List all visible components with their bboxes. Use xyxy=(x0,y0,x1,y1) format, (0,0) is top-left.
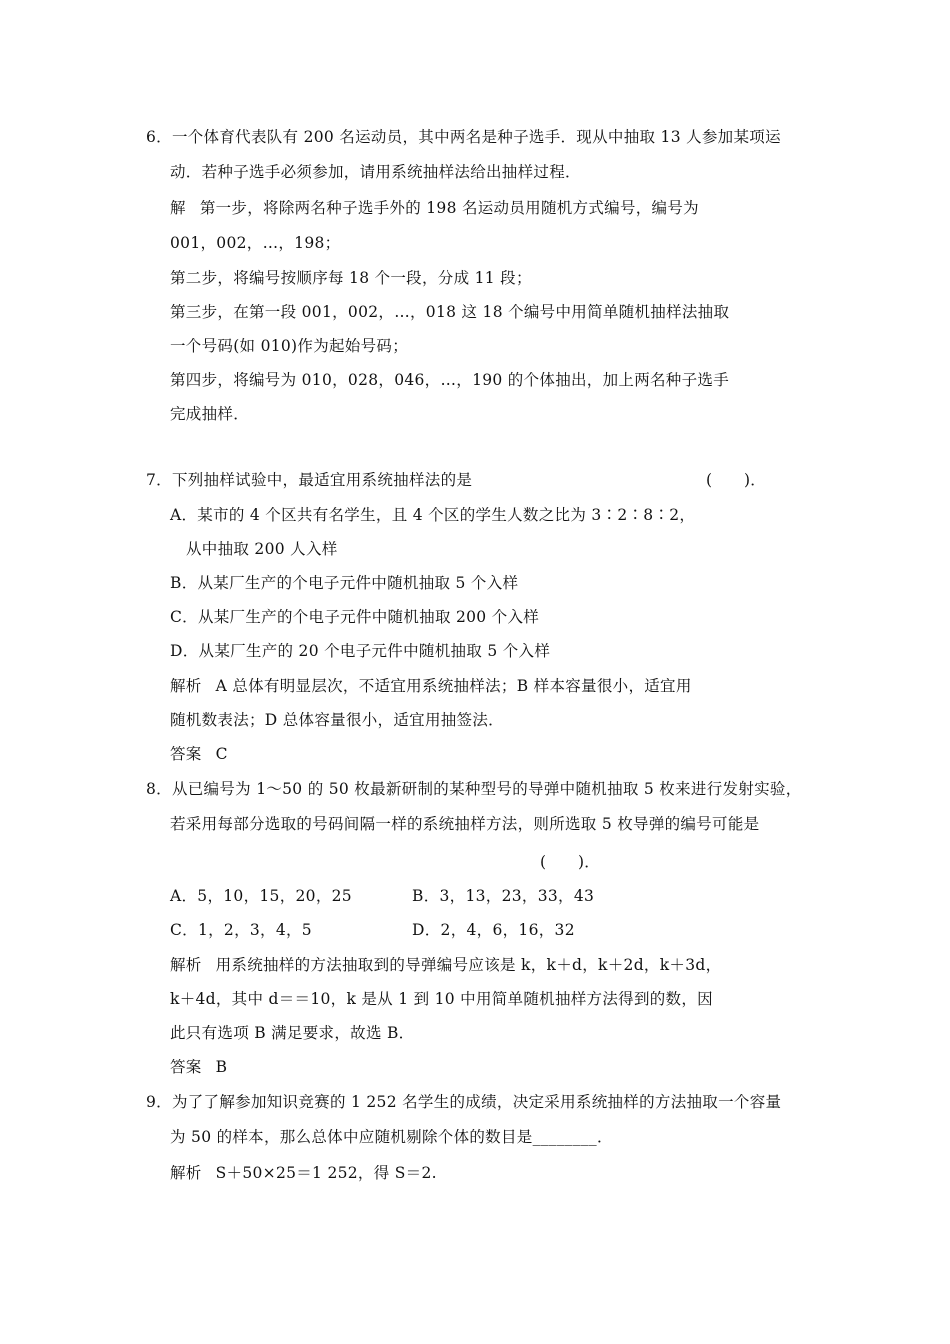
q6-solution-line3: 第二步，将编号按顺序每 18 个一段，分成 11 段； xyxy=(170,269,532,287)
q8-options-row2 xyxy=(170,920,670,940)
answer-value: B xyxy=(215,1058,228,1076)
solution-text: 第一步，将除两名种子选手外的 198 名运动员用随机方式编号，编号为 xyxy=(199,199,699,217)
q9-line1: 9．为了了解参加知识竞赛的 1 252 名学生的成绩，决定采用系统抽样的方法抽取一个容量 xyxy=(146,1093,782,1111)
q7-answer-blank: ( )． xyxy=(706,471,767,489)
q7-option-b: B．从某厂生产的个电子元件中随机抽取 5 个入样 xyxy=(170,574,519,592)
q6-solution-line7: 完成抽样． xyxy=(170,405,250,423)
q9-line2: 为 50 的样本，那么总体中应随机剔除个体的数目是________． xyxy=(170,1128,613,1146)
q8-option-a: A．5，10，15，20，25 xyxy=(170,887,352,905)
q8-option-b: B．3，13，23，33，43 xyxy=(412,887,595,905)
analysis-text: A 总体有明显层次，不适宜用系统抽样法；B 样本容量很小，适宜用 xyxy=(215,677,692,695)
analysis-label: 解析 xyxy=(170,677,202,695)
q6-solution-line4: 第三步，在第一段 001，002，…，018 这 18 个编号中用简单随机抽样法抽取 xyxy=(170,303,730,321)
q8-answer-blank: ( )． xyxy=(540,853,601,871)
q7-analysis-line2: 随机数表法；D 总体容量很小，适宜用抽签法． xyxy=(170,711,504,729)
answer-label: 答案 xyxy=(170,1058,202,1076)
q7-analysis-line1 xyxy=(170,676,692,696)
q6-solution-line6: 第四步，将编号为 010，028，046，…，190 的个体抽出，加上两名种子选手 xyxy=(170,371,729,389)
analysis-label: 解析 xyxy=(170,956,202,974)
q8-answer xyxy=(170,1057,227,1077)
q7-option-c: C．从某厂生产的个电子元件中随机抽取 200 个入样 xyxy=(170,608,540,626)
answer-label: 答案 xyxy=(170,745,202,763)
q6-line2: 动．若种子选手必须参加，请用系统抽样法给出抽样过程． xyxy=(170,163,581,181)
q6-solution-line2: 001，002，…，198； xyxy=(170,234,341,252)
analysis-text: 用系统抽样的方法抽取到的导弹编号应该是 k，k＋d，k＋2d，k＋3d， xyxy=(215,956,722,974)
q6-solution-line5: 一个号码(如 010)作为起始号码； xyxy=(170,337,409,355)
q6-line1: 6．一个体育代表队有 200 名运动员，其中两名是种子选手．现从中抽取 13 人参加某项运 xyxy=(146,128,781,146)
q8-option-c: C．1，2，3，4，5 xyxy=(170,921,312,939)
q7-option-a-line2: 从中抽取 200 人入样 xyxy=(186,540,338,558)
answer-value: C xyxy=(215,745,228,763)
solution-label: 解 xyxy=(170,199,186,217)
analysis-label: 解析 xyxy=(170,1164,202,1182)
q7-stem: 7．下列抽样试验中，最适宜用系统抽样法的是 xyxy=(146,471,473,489)
q8-analysis-line2: k＋4d，其中 d＝＝10，k 是从 1 到 10 中用简单随机抽样方法得到的数，因 xyxy=(170,990,713,1008)
analysis-text: S＋50×25＝1 252，得 S＝2. xyxy=(215,1164,437,1182)
q8-analysis-line1 xyxy=(170,955,721,975)
q8-options-row1 xyxy=(170,886,670,906)
q8-analysis-line3: 此只有选项 B 满足要求，故选 B． xyxy=(170,1024,415,1042)
q8-line1: 8．从已编号为 1～50 的 50 枚最新研制的某种型号的导弹中随机抽取 5 枚来进行发射实验， xyxy=(146,780,802,798)
q7-answer xyxy=(170,744,228,764)
q8-option-d: D．2，4，6，16，32 xyxy=(412,921,575,939)
q8-line2: 若采用每部分选取的号码间隔一样的系统抽样方法，则所选取 5 枚导弹的编号可能是 xyxy=(170,815,760,833)
q7-option-d: D．从某厂生产的 20 个电子元件中随机抽取 5 个入样 xyxy=(170,642,551,660)
q7-option-a-line1: A．某市的 4 个区共有名学生，且 4 个区的学生人数之比为 3∶2∶8∶2， xyxy=(170,506,696,524)
q9-analysis-line1 xyxy=(170,1163,437,1183)
q6-solution-line1 xyxy=(170,198,699,218)
